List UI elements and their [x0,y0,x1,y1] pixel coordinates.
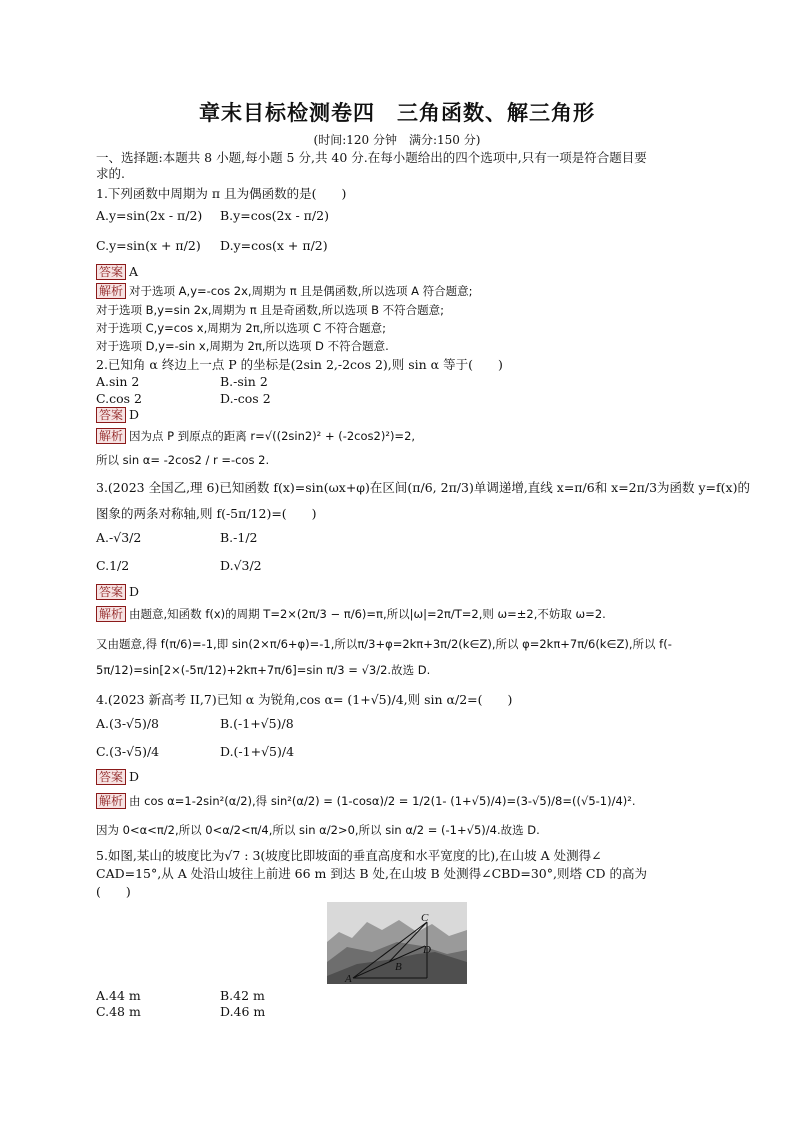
q3-exp-line: 又由题意,得 f(π/6)=-1,即 sin(2×π/6+φ)=-1,所以π/3+φ=2kπ+3π/2(k∈Z),所以 φ=2kπ+7π/6(k∈Z),所以 f(- [96,637,672,651]
q4-stem: 4.(2023 新高考 II,7)已知 α 为锐角,cos α= (1+√5)/4,则 sin α/2=( ) [96,692,513,707]
q2-explanation-row [96,428,415,444]
section-intro: 一、选择题:本题共 8 小题,每小题 5 分,共 40 分.在每小题给出的四个选项中,只有一项是符合题目要 [96,150,647,165]
q3-exp-line: 由题意,知函数 f(x)的周期 T=2×(2π/3 − π/6)=π,所以|ω|=2π/T=2,则 ω=±2,不妨取 ω=2. [129,607,606,621]
exam-time-score: (时间:120 分钟 满分:150 分) [313,133,481,147]
q1-exp-line: 对于选项 A,y=-cos 2x,周期为 π 且是偶函数,所以选项 A 符合题意; [129,284,473,298]
answer-label: 答案 [96,584,126,600]
q5-stem: 5.如图,某山的坡度比为√7 : 3(坡度比即坡面的垂直高度和水平宽度的比),在山坡 A 处测得∠ [96,848,602,863]
q4-exp-line: 因为 0<α<π/2,所以 0<α/2<π/4,所以 sin α/2>0,所以 sin α/2 = (-1+√5)/4.故选 D. [96,823,540,837]
q1-option-a[interactable]: A.y=sin(2x - π/2) [96,208,203,223]
q2-stem: 2.已知角 α 终边上一点 P 的坐标是(2sin 2,-2cos 2),则 sin α 等于( ) [96,357,503,372]
q3-option-a[interactable]: A.-√3/2 [96,530,142,545]
figure-label-b: B [395,961,402,973]
figure-label-c: C [421,912,429,924]
q2-answer: D [129,407,140,422]
q4-answer: D [129,769,140,784]
q4-option-b[interactable]: B.(-1+√5)/8 [220,716,294,731]
q1-option-d[interactable]: D.y=cos(x + π/2) [220,238,328,253]
q1-exp-line: 对于选项 C,y=cos x,周期为 2π,所以选项 C 不符合题意; [96,321,387,335]
figure-label-d: D [423,944,431,956]
q4-option-d[interactable]: D.(-1+√5)/4 [220,744,295,759]
q4-answer-row [96,769,139,785]
q5-option-c[interactable]: C.48 m [96,1004,141,1019]
q2-option-d[interactable]: D.-cos 2 [220,391,271,406]
q3-option-d[interactable]: D.√3/2 [220,558,262,573]
q3-option-c[interactable]: C.1/2 [96,558,130,573]
section-intro-cont: 求的. [96,166,125,181]
figure-label-a: A [345,973,352,984]
q2-exp-line: 因为点 P 到原点的距离 r=√((2sin2)² + (-2cos2)²)=2, [129,429,416,443]
q2-option-b[interactable]: B.-sin 2 [220,374,268,389]
answer-label: 答案 [96,769,126,785]
q5-option-b[interactable]: B.42 m [220,988,265,1003]
q4-explanation-row [96,793,636,809]
q2-exp-line: 所以 sin α= -2cos2 / r =-cos 2. [96,453,270,467]
q2-answer-row [96,407,139,423]
q3-stem-cont: 图象的两条对称轴,则 f(-5π/12)=( ) [96,506,317,521]
explanation-label: 解析 [96,283,126,299]
q1-exp-line: 对于选项 D,y=-sin x,周期为 2π,所以选项 D 不符合题意. [96,339,389,353]
q3-answer: D [129,584,140,599]
explanation-label: 解析 [96,793,126,809]
q2-option-c[interactable]: C.cos 2 [96,391,142,406]
q3-answer-row [96,584,139,600]
q1-option-c[interactable]: C.y=sin(x + π/2) [96,238,201,253]
q3-option-b[interactable]: B.-1/2 [220,530,258,545]
q4-option-a[interactable]: A.(3-√5)/8 [96,716,160,731]
q4-option-c[interactable]: C.(3-√5)/4 [96,744,160,759]
explanation-label: 解析 [96,428,126,444]
explanation-label: 解析 [96,606,126,622]
q1-stem: 1.下列函数中周期为 π 且为偶函数的是( ) [96,186,347,201]
page-title: 章末目标检测卷四 三角函数、解三角形 [199,101,595,125]
mountain-tower-figure [327,902,467,984]
q3-stem: 3.(2023 全国乙,理 6)已知函数 f(x)=sin(ωx+φ)在区间(π/6, 2π/3)单调递增,直线 x=π/6和 x=2π/3为函数 y=f(x)的 [96,480,750,495]
q5-option-d[interactable]: D.46 m [220,1004,266,1019]
q1-explanation-row [96,283,473,299]
answer-label: 答案 [96,407,126,423]
q5-stem-cont: CAD=15°,从 A 处沿山坡往上前进 66 m 到达 B 处,在山坡 B 处测得∠CBD=30°,则塔 CD 的高为 [96,866,647,881]
q2-option-a[interactable]: A.sin 2 [96,374,140,389]
q1-answer-row [96,264,138,280]
q5-stem-cont: ( ) [96,884,131,899]
q5-option-a[interactable]: A.44 m [96,988,141,1003]
q1-answer: A [129,264,139,279]
q1-exp-line: 对于选项 B,y=sin 2x,周期为 π 且是奇函数,所以选项 B 不符合题意; [96,303,445,317]
q3-exp-line: 5π/12)=sin[2×(-5π/12)+2kπ+7π/6]=sin π/3 = √3/2.故选 D. [96,663,431,677]
q1-option-b[interactable]: B.y=cos(2x - π/2) [220,208,329,223]
q3-explanation-row [96,606,606,622]
answer-label: 答案 [96,264,126,280]
q4-exp-line: 由 cos α=1-2sin²(α/2),得 sin²(α/2) = (1-cosα)/2 = 1/2(1- (1+√5)/4)=(3-√5)/8=((√5-1)/4)². [129,794,636,808]
